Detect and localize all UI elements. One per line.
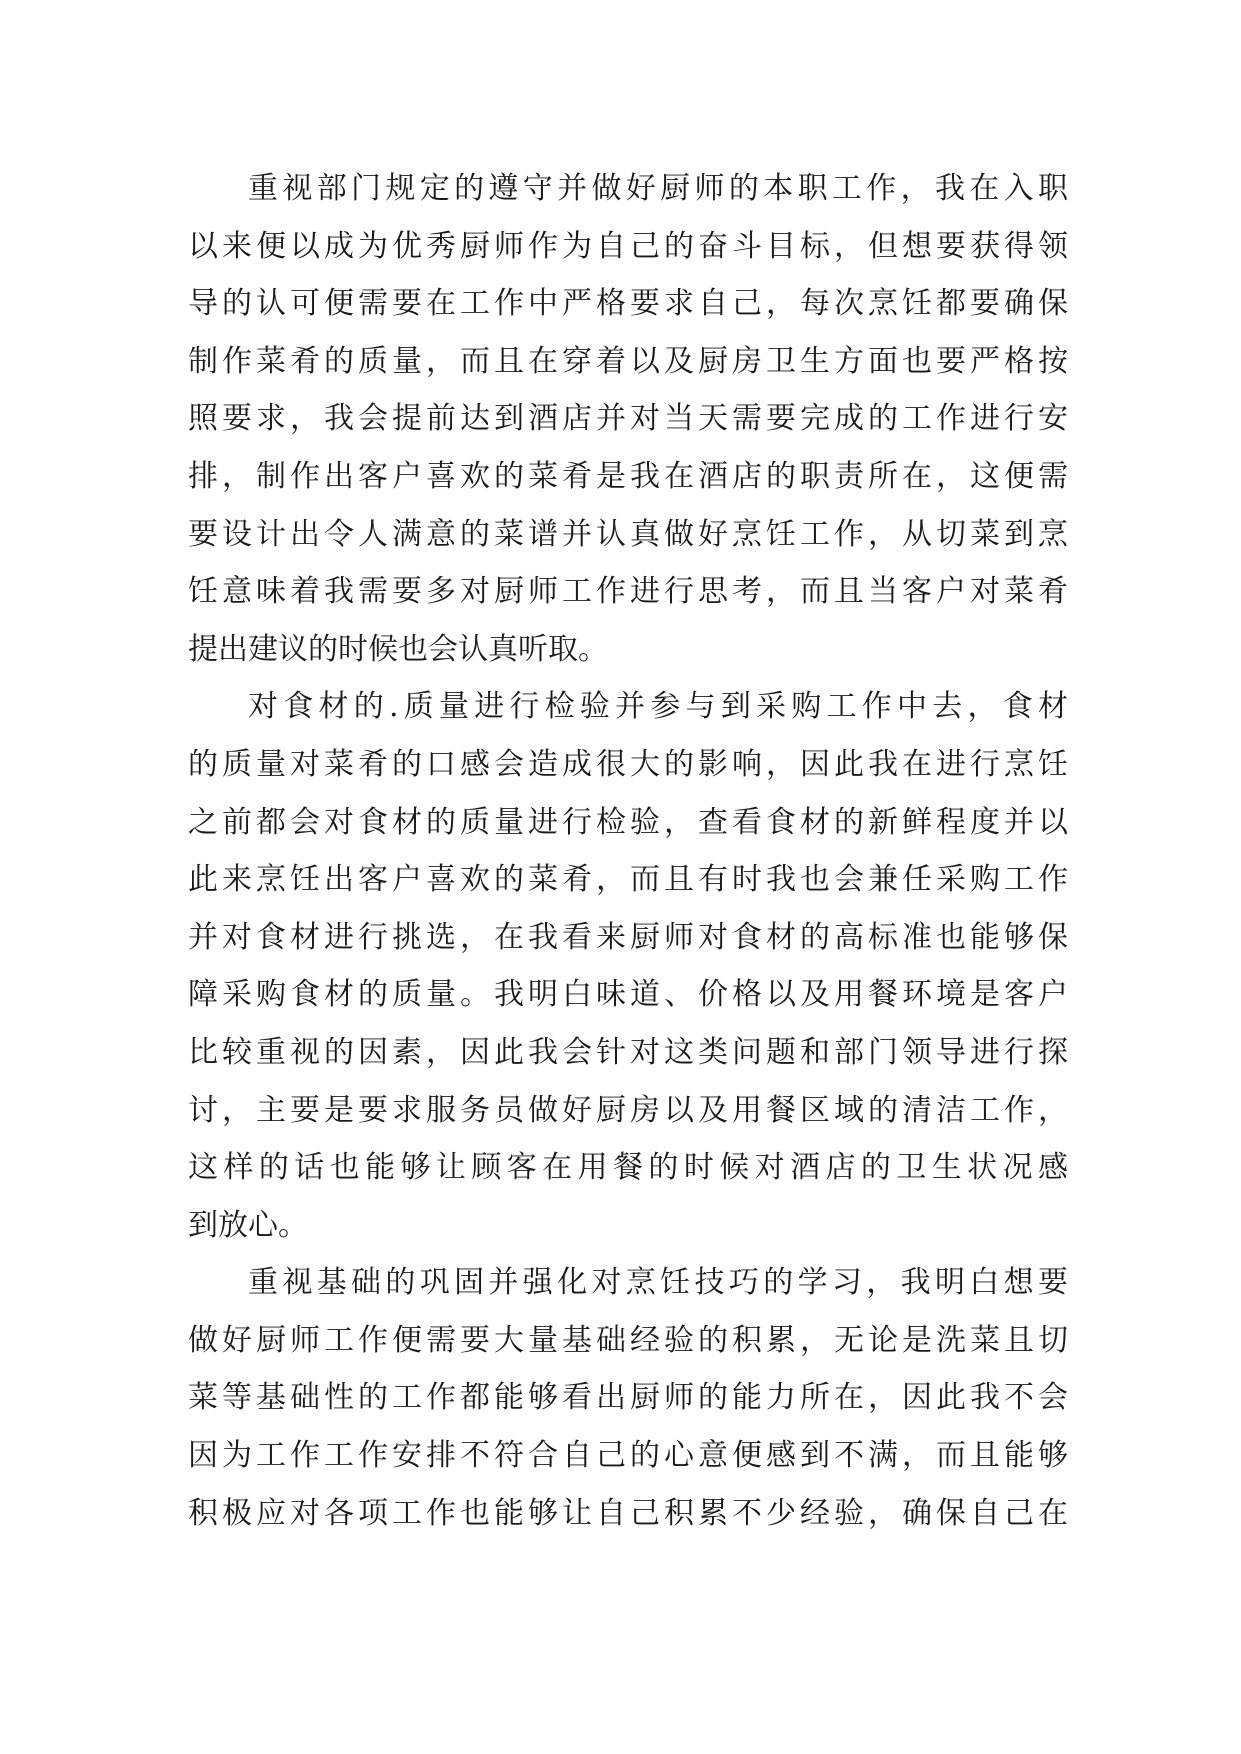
paragraph-line: 以来便以成为优秀厨师作为自己的奋斗目标，但想要获得领 [188,228,1068,264]
paragraph-3 [188,1254,1068,1542]
paragraph-line: 此来烹饪出客户喜欢的菜肴，而且有时我也会兼任采购工作 [188,862,1068,898]
paragraph-line: 做好厨师工作便需要大量基础经验的积累，无论是洗菜且切 [188,1322,1068,1358]
paragraph-line: 制作菜肴的质量，而且在穿着以及厨房卫生方面也要严格按 [188,343,1068,379]
paragraph-line: 这样的话也能够让顾客在用餐的时候对酒店的卫生状况感 [188,1150,1068,1186]
paragraph-line: 导的认可便需要在工作中严格要求自己，每次烹饪都要确保 [188,286,1068,322]
paragraph-2 [188,678,1068,1254]
paragraph-line: 障采购食材的质量。我明白味道、价格以及用餐环境是客户 [188,977,1068,1013]
paragraph-line: 讨，主要是要求服务员做好厨房以及用餐区域的清洁工作， [188,1092,1068,1128]
paragraph-line: 提出建议的时候也会认真听取。 [188,631,608,667]
paragraph-line: 积极应对各项工作也能够让自己积累不少经验，确保自己在 [188,1495,1068,1531]
paragraph-line: 之前都会对食材的质量进行检验，查看食材的新鲜程度并以 [188,804,1068,840]
paragraph-line: 菜等基础性的工作都能够看出厨师的能力所在，因此我不会 [188,1380,1068,1416]
paragraph-line: 比较重视的因素，因此我会针对这类问题和部门领导进行探 [188,1034,1068,1070]
paragraph-line: 到放心。 [188,1207,308,1243]
paragraph-line: 重视部门规定的遵守并做好厨师的本职工作，我在入职 [248,171,1068,206]
paragraph-line: 排，制作出客户喜欢的菜肴是我在酒店的职责所在，这便需 [188,458,1068,494]
paragraph-1 [188,160,1068,678]
paragraph-line: 对食材的.质量进行检验并参与到采购工作中去，食材 [248,689,1068,725]
paragraph-line: 要设计出令人满意的菜谱并认真做好烹饪工作，从切菜到烹 [188,516,1068,552]
paragraph-line: 照要求，我会提前达到酒店并对当天需要完成的工作进行安 [188,401,1068,437]
paragraph-line: 并对食材进行挑选，在我看来厨师对食材的高标准也能够保 [188,919,1068,955]
document-body [188,160,1068,1542]
paragraph-line: 饪意味着我需要多对厨师工作进行思考，而且当客户对菜肴 [188,574,1068,610]
paragraph-line: 重视基础的巩固并强化对烹饪技巧的学习，我明白想要 [248,1265,1068,1301]
paragraph-line: 因为工作工作安排不符合自己的心意便感到不满，而且能够 [188,1438,1068,1474]
paragraph-line: 的质量对菜肴的口感会造成很大的影响，因此我在进行烹饪 [188,746,1068,782]
